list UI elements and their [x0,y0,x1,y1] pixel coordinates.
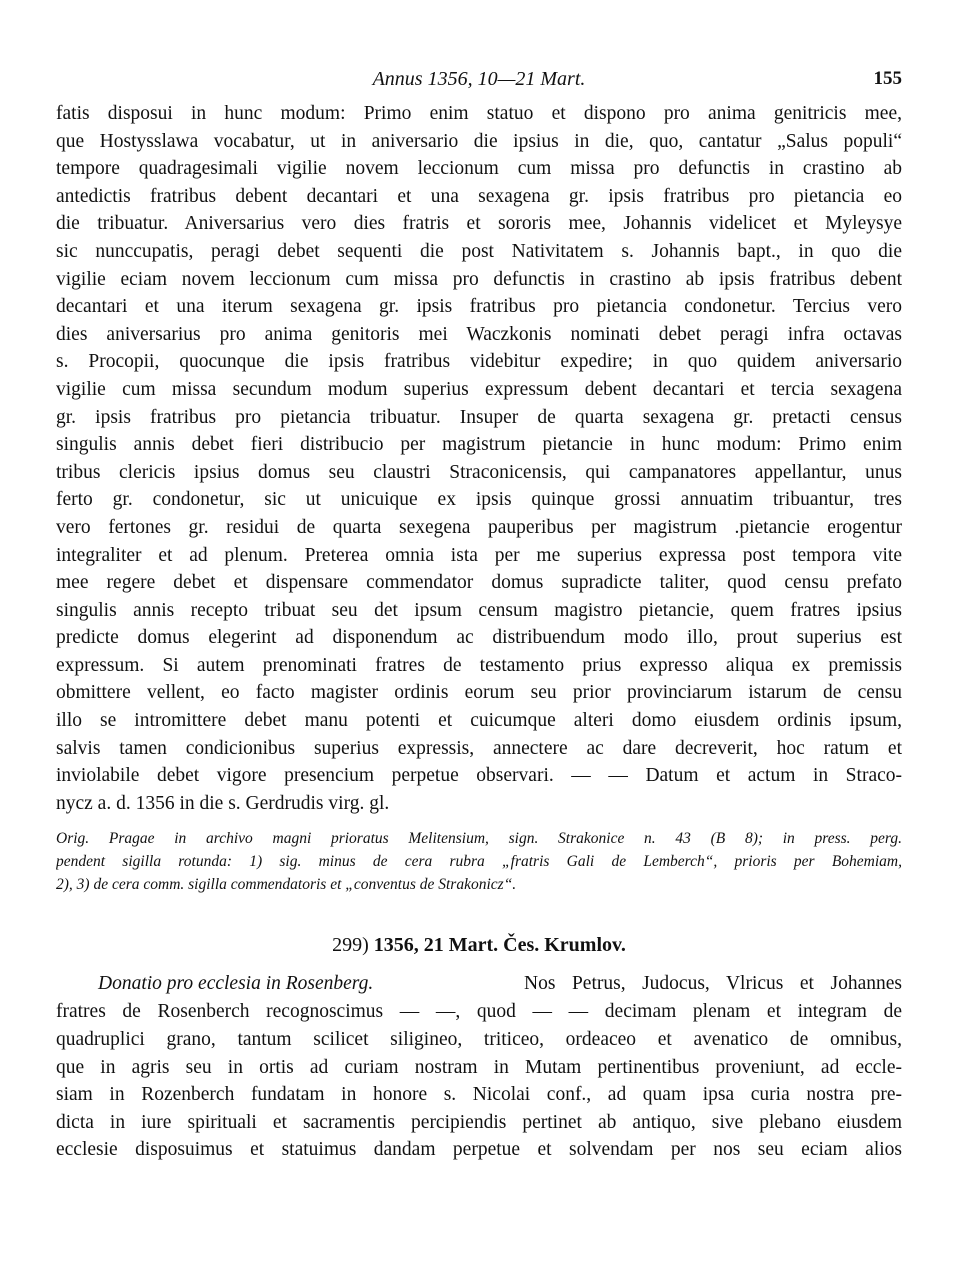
page-number: 155 [873,68,902,89]
source-note [56,827,902,896]
text-line: inviolabile debet vigore presencium perpetue observari. — — Datum et actum in Straco- [56,765,902,787]
text-line: siam in Rozenberch fundatam in honore s. Nicolai conf., ad quam ipsa curia nostra pre- [56,1084,902,1106]
source-note-line: Orig. Pragae in archivo magni prioratus Melitensium, sign. Strakonice n. 43 (B 8); in press. perg. [56,830,902,848]
text-line: que in agris seu in ortis ad curiam nostram in Mutam pertinentibus proveniunt, ad eccle- [56,1056,902,1078]
text-line: vero fertones gr. residui de quarta sexegena pauperibus per magistrum .pietancie erogentur [56,516,902,538]
running-head [56,68,902,100]
document-299-text [56,970,902,1164]
text-line: vigilie cum missa secundum modum superius expressum debent decantari et tercia sexagena [56,378,902,400]
document-heading [56,930,902,970]
text-line: antedictis fratribus debent decantari et una sexagena gr. ipsis fratribus pro pietancia eo [56,185,902,207]
text-line: integraliter et ad plenum. Preterea omnia ista per me superius expressa post tempora vite [56,544,902,566]
text-line: quadruplici grano, tantum scilicet siligineo, triticeo, ordeaceo et avenatico de omnibus, [56,1029,902,1051]
source-note-line: 2), 3) de cera comm. sigilla commendatoris et „conventus de Strakonicz“. [56,876,517,894]
text-line: tempore quadragesimali vigilie novem leccionum cum missa pro defunctis in crastino ab [56,158,902,180]
text-line: s. Procopii, quocunque die ipsis fratribus videbitur expedire; in quo quidem aniversario [56,351,902,373]
document-298-text [56,100,902,817]
text-line: decantari et una iterum sexagena gr. ipsis fratribus pro pietancia condonetur. Tercius vero [56,296,902,318]
document-date-place: 1356, 21 Mart. Čes. Krumlov. [373,934,626,957]
text-line: ferto gr. condonetur, sic ut unicuique ex ipsis quinque grossi annuatim tribuantur, tres [56,489,902,511]
text-line: fratres de Rosenberch recognoscimus — —, quod — — decimam plenam et integram de [56,1001,902,1023]
text-line: salvis tamen condicionibus superius expressis, annectere ac dare decreverit, hoc ratum et [56,737,902,759]
text-line: singulis annis recepto tribuat seu det ipsum censum magistro pietancie, quem fratres ipsius [56,599,902,621]
book-page [56,68,902,1164]
text-line: dicta in iure spirituali et sacramentis percipiendis pertinet ab antiquo, sive plebano eiusdem [56,1111,902,1133]
first-line [56,970,902,998]
text-line: mee regere debet et dispensare commendator domus supradicte taliter, quod censu prefato [56,572,902,594]
source-note-line: pendent sigilla rotunda: 1) sig. minus de cera rubra „fratris Gali de Lemberch“, prioris per Bohemiam, [56,853,902,871]
text-line: ecclesie disposuimus et statuimus dandam perpetue et solvendam per nos seu eciam alios [56,1139,902,1161]
text-line: gr. ipsis fratribus pro pietancia tribuatur. Insuper de quarta sexagena gr. pretacti census [56,406,902,428]
text-line: die tribuatur. Aniversarius vero dies fratris et sororis mee, Johannis videlicet et Myleysye [56,213,902,235]
text-line: dies aniversarius pro anima genitoris mei Waczkonis nominati debet peragi infra octavas [56,323,902,345]
running-title: Annus 1356, 10—21 Mart. [372,68,586,90]
text-line: predicte domus elegerint ad disponendum ac distribuendum modo illo, prout superius est [56,627,902,649]
text-line: illo se intromittere debet manu potenti et cuicumque alteri domo eiusdem ordinis ipsum, [56,710,902,732]
text-line: sic nunccupatis, peragi debet sequenti die post Nativitatem s. Johannis bapt., in quo die [56,240,902,262]
text-line: tribus clericis ipsius domus seu claustri Straconicensis, qui campanatores appellantur, unus [56,461,902,483]
text-line: nycz a. d. 1356 in die s. Gerdrudis virg. gl. [56,792,390,814]
document-incipit: Nos Petrus, Judocus, Vlricus et Johannes [524,973,902,995]
text-line: singulis annis debet fieri distribucio per magistrum pietancie in hunc modum: Primo enim [56,434,902,456]
document-number: 299) [332,934,369,957]
text-line: obmittere vellent, eo facto magister ordinis eorum seu prior provinciarum istarum de censu [56,682,902,704]
text-line: fatis disposui in hunc modum: Primo enim statuo et dispono pro anima genitricis mee, [56,103,902,124]
document-abstract: Donatio pro ecclesia in Rosenberg. [98,973,374,995]
text-line: que Hostysslawa vocabatur, ut in aniversario die ipsius in die, quo, cantatur „Salus populi“ [56,130,902,152]
text-line: vigilie eciam novem leccionum cum missa pro defunctis in crastino ab ipsis fratribus debent [56,268,902,290]
text-line: expressum. Si autem prenominati fratres de testamento prius expresso aliqua ex premissis [56,654,902,676]
